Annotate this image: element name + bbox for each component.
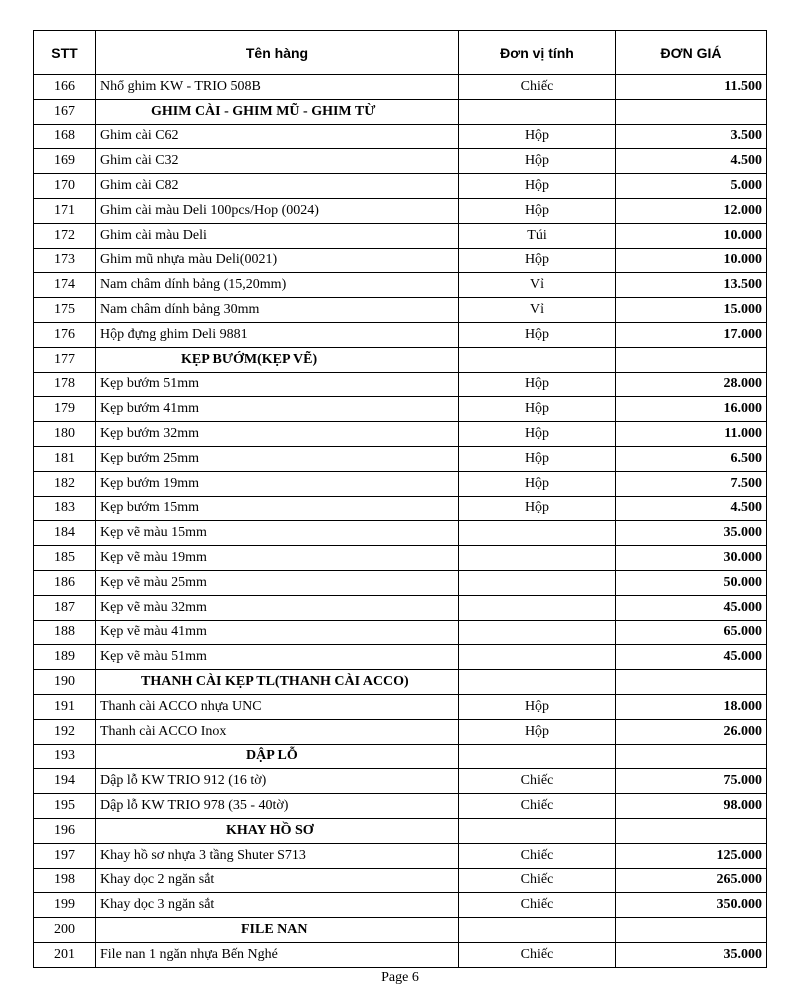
cell-stt: 194 xyxy=(34,769,96,794)
cell-stt: 186 xyxy=(34,570,96,595)
cell-unit: Chiếc xyxy=(459,794,616,819)
cell-name: Ghim cài màu Deli 100pcs/Hop (0024) xyxy=(96,198,459,223)
table-row xyxy=(34,372,767,397)
cell-stt: 199 xyxy=(34,893,96,918)
cell-unit xyxy=(459,99,616,124)
table-row xyxy=(34,645,767,670)
cell-unit: Hộp xyxy=(459,496,616,521)
cell-stt: 167 xyxy=(34,99,96,124)
cell-stt: 188 xyxy=(34,620,96,645)
cell-price: 35.000 xyxy=(616,942,767,967)
cell-price xyxy=(616,818,767,843)
table-row xyxy=(34,769,767,794)
section-title: DẬP LỖ xyxy=(96,744,459,769)
table-row xyxy=(34,397,767,422)
section-title: GHIM CÀI - GHIM MŨ - GHIM TỪ xyxy=(96,99,459,124)
table-row xyxy=(34,694,767,719)
cell-name: Hộp đựng ghim Deli 9881 xyxy=(96,322,459,347)
cell-stt: 180 xyxy=(34,422,96,447)
cell-name: Kẹp bướm 19mm xyxy=(96,471,459,496)
cell-name: Ghim cài C62 xyxy=(96,124,459,149)
cell-unit xyxy=(459,645,616,670)
cell-unit xyxy=(459,620,616,645)
cell-name: Kẹp vẽ màu 32mm xyxy=(96,595,459,620)
cell-name: Khay dọc 2 ngăn sắt xyxy=(96,868,459,893)
table-row xyxy=(34,446,767,471)
cell-unit: Hộp xyxy=(459,422,616,447)
section-title: KHAY HỒ SƠ xyxy=(96,818,459,843)
header-unit: Đơn vị tính xyxy=(459,31,616,75)
cell-name: Khay hồ sơ nhựa 3 tầng Shuter S713 xyxy=(96,843,459,868)
cell-stt: 168 xyxy=(34,124,96,149)
cell-unit: Hộp xyxy=(459,397,616,422)
cell-unit xyxy=(459,595,616,620)
cell-unit: Hộp xyxy=(459,719,616,744)
cell-name: Kẹp vẽ màu 19mm xyxy=(96,546,459,571)
table-row xyxy=(34,198,767,223)
cell-stt: 191 xyxy=(34,694,96,719)
cell-name: Kẹp vẽ màu 41mm xyxy=(96,620,459,645)
cell-stt: 175 xyxy=(34,298,96,323)
cell-price: 10.000 xyxy=(616,248,767,273)
cell-price: 3.500 xyxy=(616,124,767,149)
table-row xyxy=(34,620,767,645)
cell-price: 45.000 xyxy=(616,645,767,670)
table-row xyxy=(34,75,767,100)
cell-price: 75.000 xyxy=(616,769,767,794)
cell-unit xyxy=(459,570,616,595)
header-stt: STT xyxy=(34,31,96,75)
cell-stt: 169 xyxy=(34,149,96,174)
table-row xyxy=(34,942,767,967)
cell-unit xyxy=(459,744,616,769)
cell-price: 10.000 xyxy=(616,223,767,248)
cell-price: 7.500 xyxy=(616,471,767,496)
cell-price: 35.000 xyxy=(616,521,767,546)
cell-stt: 195 xyxy=(34,794,96,819)
cell-stt: 172 xyxy=(34,223,96,248)
cell-unit: Chiếc xyxy=(459,942,616,967)
section-row xyxy=(34,347,767,372)
section-title: FILE NAN xyxy=(96,918,459,943)
cell-stt: 183 xyxy=(34,496,96,521)
table-row xyxy=(34,273,767,298)
table-row xyxy=(34,174,767,199)
cell-price xyxy=(616,99,767,124)
section-title: KẸP BƯỚM(KẸP VẼ) xyxy=(96,347,459,372)
cell-stt: 196 xyxy=(34,818,96,843)
cell-unit xyxy=(459,918,616,943)
cell-price: 15.000 xyxy=(616,298,767,323)
cell-price: 13.500 xyxy=(616,273,767,298)
cell-unit: Hộp xyxy=(459,149,616,174)
cell-unit: Hộp xyxy=(459,124,616,149)
cell-name: Nam châm dính bảng (15,20mm) xyxy=(96,273,459,298)
cell-stt: 193 xyxy=(34,744,96,769)
cell-name: Kẹp vẽ màu 25mm xyxy=(96,570,459,595)
cell-stt: 189 xyxy=(34,645,96,670)
table-row xyxy=(34,248,767,273)
table-row xyxy=(34,223,767,248)
cell-price: 50.000 xyxy=(616,570,767,595)
cell-name: Kẹp bướm 32mm xyxy=(96,422,459,447)
table-row xyxy=(34,496,767,521)
table-row xyxy=(34,546,767,571)
cell-stt: 171 xyxy=(34,198,96,223)
cell-price xyxy=(616,918,767,943)
header-name: Tên hàng xyxy=(96,31,459,75)
cell-price: 30.000 xyxy=(616,546,767,571)
table-row xyxy=(34,570,767,595)
cell-unit xyxy=(459,347,616,372)
cell-price xyxy=(616,347,767,372)
cell-stt: 176 xyxy=(34,322,96,347)
section-row xyxy=(34,670,767,695)
cell-price: 98.000 xyxy=(616,794,767,819)
cell-name: Thanh cài ACCO Inox xyxy=(96,719,459,744)
cell-unit: Chiếc xyxy=(459,75,616,100)
cell-stt: 182 xyxy=(34,471,96,496)
cell-name: Ghim cài màu Deli xyxy=(96,223,459,248)
table-row xyxy=(34,124,767,149)
cell-stt: 178 xyxy=(34,372,96,397)
cell-name: Kẹp bướm 15mm xyxy=(96,496,459,521)
cell-price: 125.000 xyxy=(616,843,767,868)
cell-name: Nam châm dính bảng 30mm xyxy=(96,298,459,323)
cell-price: 350.000 xyxy=(616,893,767,918)
cell-stt: 170 xyxy=(34,174,96,199)
table-row xyxy=(34,149,767,174)
cell-name: Ghim cài C32 xyxy=(96,149,459,174)
cell-unit xyxy=(459,670,616,695)
cell-name: Kẹp vẽ màu 15mm xyxy=(96,521,459,546)
section-row xyxy=(34,818,767,843)
cell-stt: 185 xyxy=(34,546,96,571)
cell-price: 6.500 xyxy=(616,446,767,471)
cell-unit: Hộp xyxy=(459,446,616,471)
cell-name: Kẹp bướm 25mm xyxy=(96,446,459,471)
cell-price: 45.000 xyxy=(616,595,767,620)
cell-price: 16.000 xyxy=(616,397,767,422)
cell-unit xyxy=(459,546,616,571)
table-row xyxy=(34,521,767,546)
cell-unit: Vỉ xyxy=(459,298,616,323)
table-row xyxy=(34,471,767,496)
cell-stt: 173 xyxy=(34,248,96,273)
cell-price: 4.500 xyxy=(616,496,767,521)
cell-unit: Hộp xyxy=(459,248,616,273)
cell-unit xyxy=(459,521,616,546)
section-row xyxy=(34,744,767,769)
page-number: Page 6 xyxy=(381,970,419,985)
table-row xyxy=(34,843,767,868)
cell-unit: Chiếc xyxy=(459,769,616,794)
cell-unit: Hộp xyxy=(459,471,616,496)
cell-stt: 181 xyxy=(34,446,96,471)
cell-name: Khay dọc 3 ngăn sắt xyxy=(96,893,459,918)
cell-name: Nhổ ghim KW - TRIO 508B xyxy=(96,75,459,100)
cell-unit: Hộp xyxy=(459,322,616,347)
cell-name: Dập lỗ KW TRIO 978 (35 - 40tờ) xyxy=(96,794,459,819)
cell-name: Dập lỗ KW TRIO 912 (16 tờ) xyxy=(96,769,459,794)
cell-stt: 177 xyxy=(34,347,96,372)
cell-price xyxy=(616,744,767,769)
section-row xyxy=(34,99,767,124)
cell-stt: 197 xyxy=(34,843,96,868)
cell-price xyxy=(616,670,767,695)
table-row xyxy=(34,794,767,819)
cell-stt: 166 xyxy=(34,75,96,100)
cell-stt: 198 xyxy=(34,868,96,893)
cell-name: File nan 1 ngăn nhựa Bến Nghé xyxy=(96,942,459,967)
cell-name: Ghim cài C82 xyxy=(96,174,459,199)
cell-stt: 201 xyxy=(34,942,96,967)
cell-name: Kẹp bướm 51mm xyxy=(96,372,459,397)
cell-stt: 184 xyxy=(34,521,96,546)
cell-price: 5.000 xyxy=(616,174,767,199)
table-row xyxy=(34,595,767,620)
cell-stt: 192 xyxy=(34,719,96,744)
table-row xyxy=(34,893,767,918)
header-price: ĐƠN GIÁ xyxy=(616,31,767,75)
cell-unit: Chiếc xyxy=(459,843,616,868)
cell-unit: Vỉ xyxy=(459,273,616,298)
price-table xyxy=(33,30,767,968)
cell-price: 18.000 xyxy=(616,694,767,719)
cell-name: Kẹp vẽ màu 51mm xyxy=(96,645,459,670)
cell-price: 4.500 xyxy=(616,149,767,174)
table-row xyxy=(34,719,767,744)
section-title: THANH CÀI KẸP TL(THANH CÀI ACCO) xyxy=(96,670,459,695)
section-row xyxy=(34,918,767,943)
header-row xyxy=(34,31,767,75)
cell-price: 265.000 xyxy=(616,868,767,893)
cell-unit: Chiếc xyxy=(459,868,616,893)
table-row xyxy=(34,322,767,347)
cell-price: 26.000 xyxy=(616,719,767,744)
cell-unit: Chiếc xyxy=(459,893,616,918)
cell-price: 17.000 xyxy=(616,322,767,347)
cell-unit: Túi xyxy=(459,223,616,248)
cell-unit: Hộp xyxy=(459,198,616,223)
cell-price: 11.500 xyxy=(616,75,767,100)
table-row xyxy=(34,422,767,447)
cell-name: Thanh cài ACCO nhựa UNC xyxy=(96,694,459,719)
cell-price: 11.000 xyxy=(616,422,767,447)
cell-stt: 190 xyxy=(34,670,96,695)
cell-price: 12.000 xyxy=(616,198,767,223)
cell-stt: 187 xyxy=(34,595,96,620)
cell-unit: Hộp xyxy=(459,174,616,199)
cell-price: 65.000 xyxy=(616,620,767,645)
cell-name: Kẹp bướm 41mm xyxy=(96,397,459,422)
cell-unit: Hộp xyxy=(459,694,616,719)
cell-name: Ghim mũ nhựa màu Deli(0021) xyxy=(96,248,459,273)
table-body xyxy=(34,75,767,968)
cell-unit: Hộp xyxy=(459,372,616,397)
table-row xyxy=(34,868,767,893)
cell-stt: 174 xyxy=(34,273,96,298)
table-row xyxy=(34,298,767,323)
cell-stt: 200 xyxy=(34,918,96,943)
cell-stt: 179 xyxy=(34,397,96,422)
cell-price: 28.000 xyxy=(616,372,767,397)
cell-unit xyxy=(459,818,616,843)
